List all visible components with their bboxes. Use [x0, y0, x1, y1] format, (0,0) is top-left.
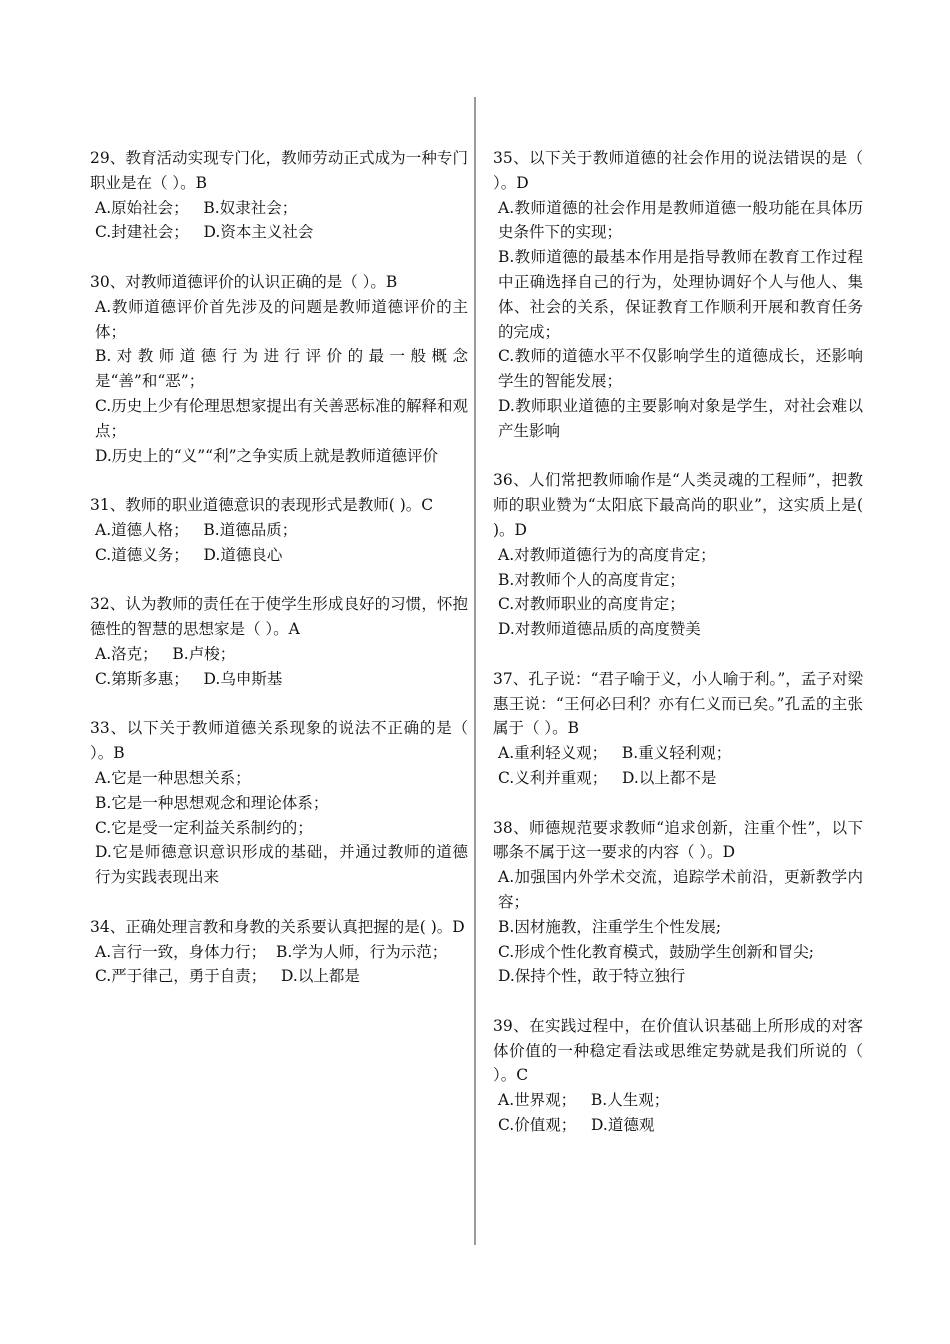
question-38	[493, 816, 863, 990]
option-line: A.对教师道德行为的高度肯定；	[498, 545, 716, 564]
option-line: B.教师道德的最基本作用是指导教师在教育工作过程中正确选择自己的行为，处理协调好个人与他人、集体、社会的关系，保证教育工作顺利开展和教育任务的完成；	[498, 248, 863, 341]
option-line: A.道德人格； B.道德品质；	[95, 520, 298, 539]
option-line: B.因材施教，注重学生个性发展;	[498, 917, 722, 936]
option-line: A.教师道德的社会作用是教师道德一般功能在具体历史条件下的实现；	[498, 198, 863, 242]
option-line: B.它是一种思想观念和理论体系；	[95, 793, 329, 812]
option-line: C.严于律己，勇于自责； D.以上都是	[95, 967, 360, 986]
question-stem: 33、以下关于教师道德关系现象的说法不正确的是（ ）。B	[90, 719, 468, 763]
option-line: C.教师的道德水平不仅影响学生的道德成长，还影响学生的智能发展；	[498, 347, 863, 391]
question-31	[90, 493, 468, 567]
option-line: A.世界观； B.人生观；	[498, 1091, 670, 1110]
option-line: C.形成个性化教育模式，鼓励学生创新和冒尖;	[498, 942, 814, 961]
question-33	[90, 716, 468, 890]
question-stem: 31、教师的职业道德意识的表现形式是教师( )。C	[90, 496, 434, 515]
question-29	[90, 146, 468, 245]
option-line: D.它是师德意识意识形成的基础，并通过教师的道德行为实践表现出来	[95, 843, 468, 887]
question-stem: 35、以下关于教师道德的社会作用的说法错误的是（ ）。D	[493, 149, 863, 192]
option-line: C.义利并重观； D.以上都不是	[498, 768, 717, 787]
question-36	[493, 468, 863, 642]
question-32	[90, 592, 468, 691]
option-line: C.对教师职业的高度肯定；	[498, 595, 685, 614]
question-stem: 39、在实践过程中，在价值认识基础上所形成的对客体价值的一种稳定看法或思维定势就是我们所说的（ ）。C	[493, 1016, 863, 1085]
question-stem: 30、对教师道德评价的认识正确的是（ ）。B	[90, 272, 398, 291]
left-column	[90, 146, 468, 1014]
question-37	[493, 667, 863, 791]
option-line: C.它是受一定利益关系制约的；	[95, 818, 313, 837]
option-line: A.言行一致，身体力行； B.学为人师，行为示范；	[95, 942, 448, 961]
question-39	[493, 1014, 863, 1138]
option-line: C.历史上少有伦理思想家提出有关善恶标准的解释和观点；	[95, 396, 468, 440]
question-stem: 29、教育活动实现专门化，教师劳动正式成为一种专门职业是在（ ）。B	[90, 149, 468, 192]
question-30	[90, 270, 468, 468]
right-column	[493, 146, 863, 1163]
option-line: A.原始社会； B.奴隶社会；	[95, 198, 298, 217]
option-line: A.重利轻义观； B.重义轻利观；	[498, 744, 732, 763]
option-line: B.对教师道德行为进行评价的最一般概念是“善”和“恶”；	[95, 347, 468, 391]
column-divider	[474, 97, 476, 1245]
question-stem: 36、人们常把教师喻作是“人类灵魂的工程师”，把教师的职业赞为“太阳底下最高尚的职业”，这实质上是( )。D	[493, 471, 863, 539]
option-line: A.加强国内外学术交流，追踪学术前沿，更新教学内容；	[498, 868, 863, 911]
option-line: C.第斯多惠； D.乌申斯基	[95, 669, 283, 688]
option-line: A.教师道德评价首先涉及的问题是教师道德评价的主体；	[95, 297, 468, 341]
option-line: D.教师职业道德的主要影响对象是学生，对社会难以产生影响	[498, 396, 863, 440]
option-line: C.道德义务； D.道德良心	[95, 545, 283, 564]
option-line: B.对教师个人的高度肯定；	[498, 570, 685, 589]
option-line: C.价值观； D.道德观	[498, 1116, 655, 1135]
option-line: D.保持个性，敢于特立独行	[498, 967, 686, 986]
option-line: D.对教师道德品质的高度赞美	[498, 620, 701, 639]
question-34	[90, 915, 468, 989]
option-line: D.历史上的“义”“利”之争实质上就是教师道德评价	[95, 446, 438, 465]
option-line: C.封建社会； D.资本主义社会	[95, 223, 314, 242]
question-stem: 37、孔子说：“君子喻于义，小人喻于利。”，孟子对梁惠王说：“王何必曰利？亦有仁义而已矣。”孔孟的主张属于（ ）。B	[493, 669, 863, 738]
option-line: A.它是一种思想关系；	[95, 768, 251, 787]
question-stem: 32、认为教师的责任在于使学生形成良好的习惯，怀抱德性的智慧的思想家是（ ）。A	[90, 595, 468, 639]
question-35	[493, 146, 863, 444]
option-line: A.洛克； B.卢梭；	[95, 644, 236, 663]
question-stem: 34、正确处理言教和身教的关系要认真把握的是( )。D	[90, 917, 465, 936]
question-stem: 38、师德规范要求教师“追求创新，注重个性”，以下哪条不属于这一要求的内容（ ）。D	[493, 818, 863, 862]
